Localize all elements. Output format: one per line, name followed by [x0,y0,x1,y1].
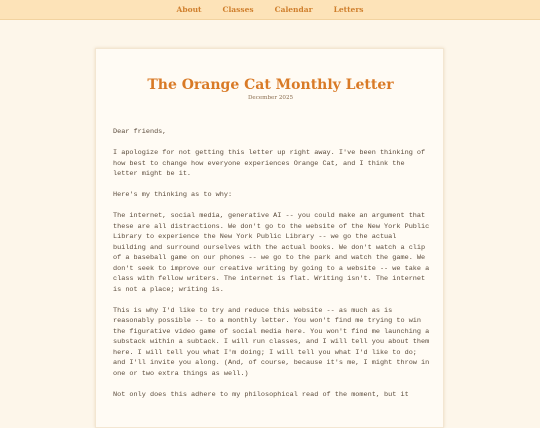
nav-link-about[interactable]: About [176,5,202,14]
letter-paragraph: I apologize for not getting this letter up right away. I've been thinking of how best to change how everyone experiences Orange Cat, and I think the letter might be it. [113,149,426,179]
nav-link-letters[interactable]: Letters [333,5,364,14]
letter-body [113,127,431,411]
nav-link-calendar[interactable]: Calendar [274,5,313,14]
letter-paragraph: Here's my thinking as to why: [113,191,233,200]
letter-greeting: Dear friends, [113,128,167,136]
letter-date: December 2025 [247,95,294,101]
letter-title: The Orange Cat Monthly Letter [147,77,394,93]
letter-paragraph: This is why I'd like to try and reduce this website -- as much as is reasonably possible -- to a monthly letter. You won't find me trying to win the figurative video game of social media here. You won't find me launching a substack within a subtack. I will run classes, and I will tell you about them here. I will tell you what I'm doing; I will tell you what I'd like to do; and I'll invite you along. (And, of course, because it's me, I might throw in one or two extra things as well.) [113,306,430,378]
letter-paragraph: The internet, social media, generative AI -- you could make an argument that these are all distractions. We don't go to the website of the New York Public Library to experience the New York Public Library -- we go the actual building and surround ourselves with the actual books. We don't watch a clip of a baseball game on our phones -- we go to the park and watch the game. We don't seek to improve our creative writing by going to a website -- we take a class with fellow writers. The internet is flat. Writing isn't. The internet is not a place; writing is. [113,212,430,294]
top-navigation [0,0,540,20]
letter-card [95,48,444,428]
letter-paragraph: Not only does this adhere to my philosophical read of the moment, but it [113,390,409,399]
nav-link-classes[interactable]: Classes [222,5,254,14]
